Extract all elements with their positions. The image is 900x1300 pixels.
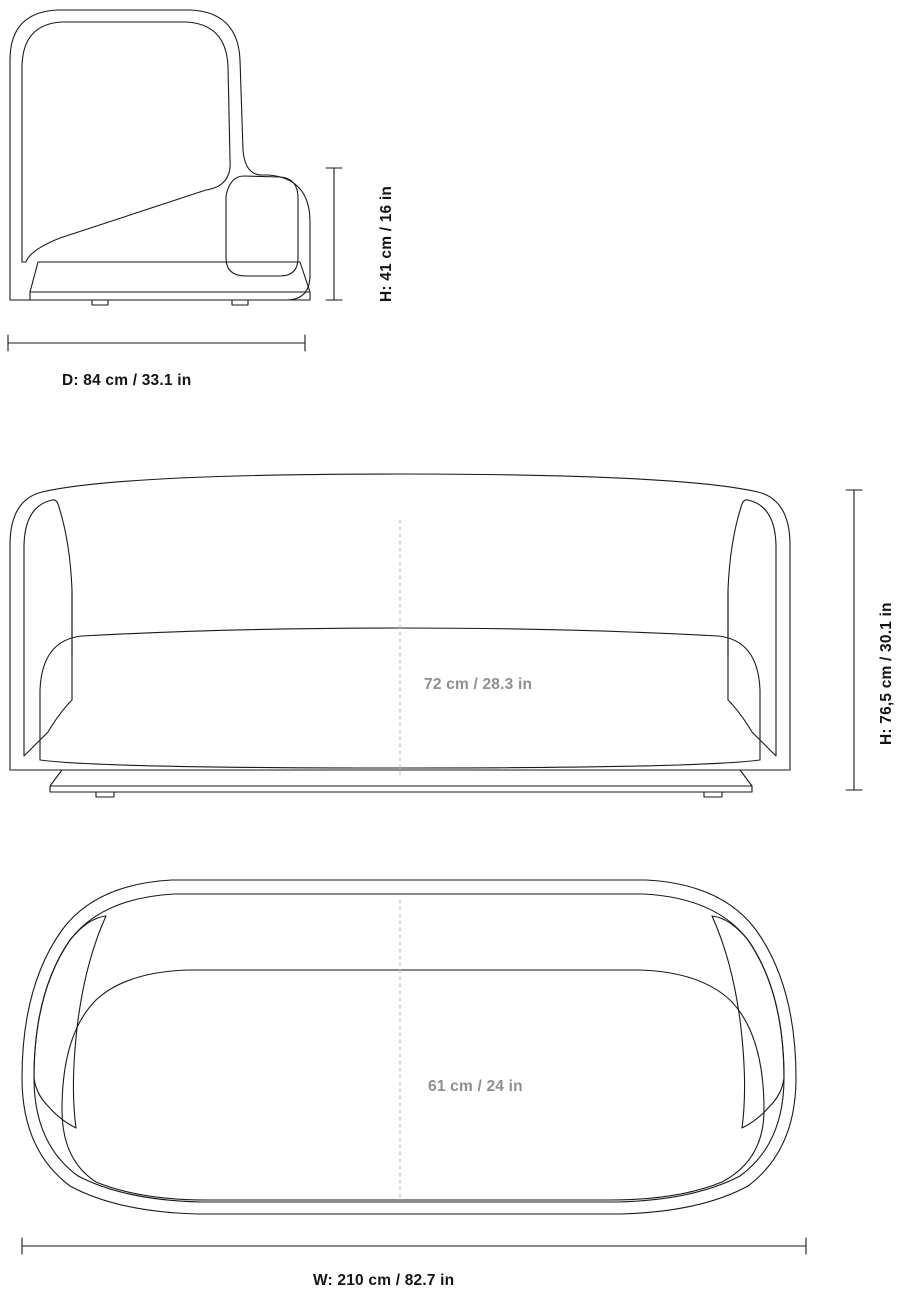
label-inner-seat-width: 72 cm / 28.3 in	[424, 676, 533, 693]
side-view-group	[8, 10, 342, 351]
front-view-group	[10, 474, 862, 797]
label-inner-seat-depth: 61 cm / 24 in	[428, 1078, 523, 1095]
label-seat-height: H: 41 cm / 16 in	[378, 185, 395, 302]
top-view-group	[22, 880, 806, 1254]
label-depth: D: 84 cm / 33.1 in	[62, 372, 192, 389]
label-overall-width: W: 210 cm / 82.7 in	[313, 1272, 455, 1289]
label-overall-height: H: 76,5 cm / 30.1 in	[878, 602, 895, 745]
